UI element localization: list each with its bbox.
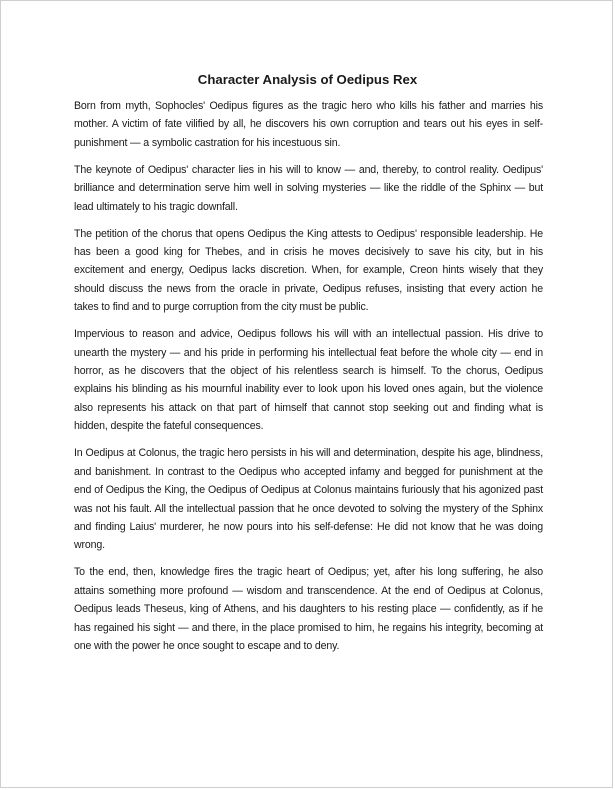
paragraph-1: Born from myth, Sophocles' Oedipus figures as the tragic hero who kills his father and marries his mother. A victim of fate vilified by all, he discovers his own corruption and tears out his eyes in self-punishment — a symbolic castration for his incestuous sin. [74,100,543,149]
document-title: Character Analysis of Oedipus Rex [197,72,418,87]
paragraph-4: Impervious to reason and advice, Oedipus follows his will with an intellectual passion. His drive to unearth the mystery — and his pride in performing his intellectual feat before the whole city — end in horror, as he discovers that the object of his relentless search is himself. To the chorus, Oedipus explains his blinding as his mournful inability ever to look upon his loved ones again, but the violence also represents his attack on that part of himself that cannot stop seeking out and finding what is hidden, despite the fateful consequences. [74,328,543,433]
document-body [74,97,543,664]
paragraph-6: To the end, then, knowledge fires the tragic heart of Oedipus; yet, after his long suffering, he also attains something more profound — wisdom and transcendence. At the end of Oedipus at Colonus, Oedipus leads Theseus, king of Athens, and his daughters to his resting place — confidently, as if he has regained his sight — and there, in the place promised to him, he regains his integrity, becoming at one with the power he once sought to escape and to deny. [74,566,543,652]
paragraph-3: The petition of the chorus that opens Oedipus the King attests to Oedipus' responsible leadership. He has been a good king for Thebes, and in crisis he moves decisively to save his city, but in his excitement and energy, Oedipus lacks discretion. When, for example, Creon hints wisely that they should discuss the news from the oracle in private, Oedipus refuses, insisting that every action he takes to find and to purge corruption from the city must be public. [74,227,543,314]
paragraph-2: The keynote of Oedipus' character lies in his will to know — and, thereby, to control reality. Oedipus' brilliance and determination serve him well in solving mysteries — like the riddle of the Sphinx — but lead ultimately to his tragic downfall. [74,163,543,213]
paragraph-5: In Oedipus at Colonus, the tragic hero persists in his will and determination, despite his age, blindness, and banishment. In contrast to the Oedipus who accepted infamy and begged for punishment at the end of Oedipus the King, the Oedipus of Oedipus at Colonus maintains furiously that his agonized past was not his fault. All the intellectual passion that he once devoted to solving the mystery of the Sphinx and finding Laius' murderer, he now pours into his self-defense: He did not know that he was doing wrong. [74,447,543,552]
